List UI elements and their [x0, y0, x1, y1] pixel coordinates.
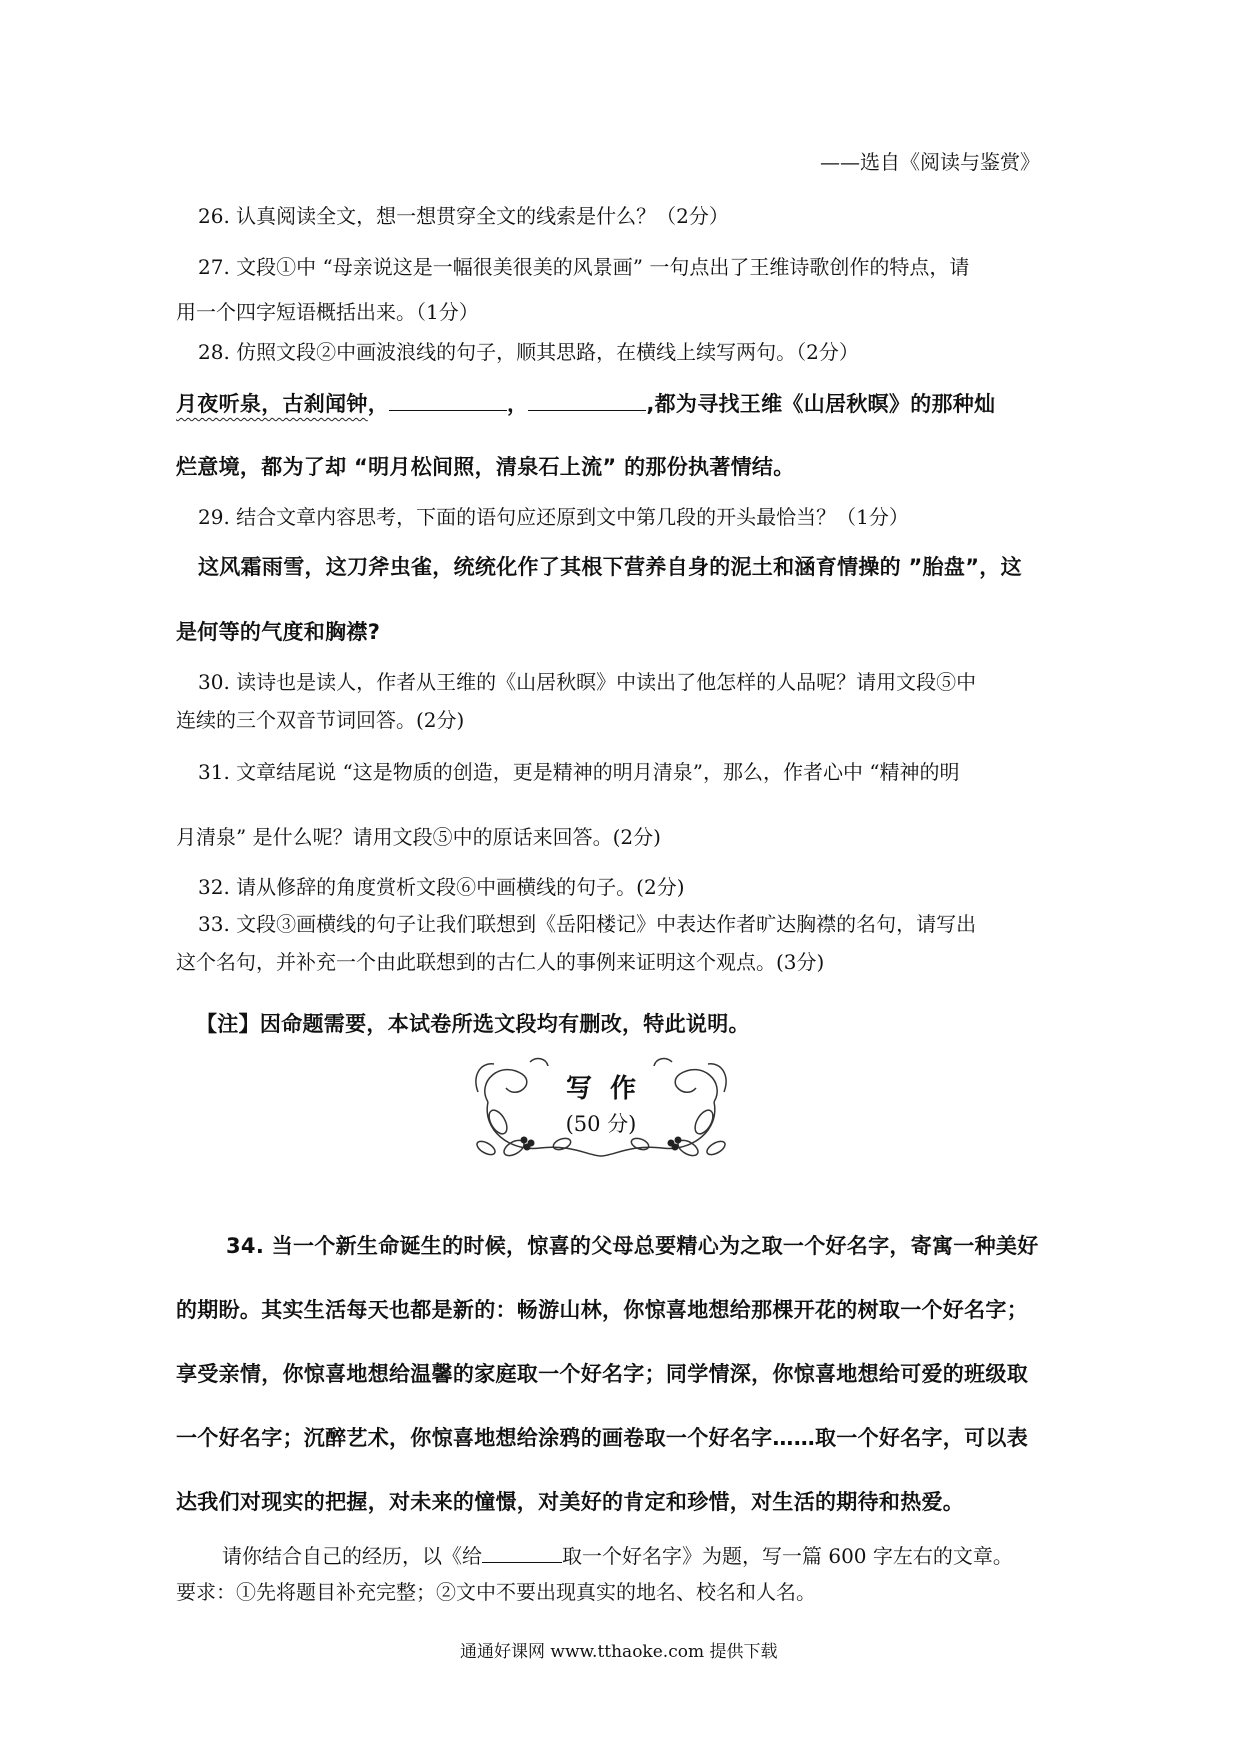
question-26: 26. 认真阅读全文，想一想贯穿全文的线索是什么？（2分）: [198, 204, 729, 228]
comma: ，: [367, 392, 390, 416]
question-32: 32. 请从修辞的角度赏析文段⑥中画横线的句子。(2分): [198, 875, 685, 899]
question-33-line-2: 这个名句，并补充一个由此联想到的古仁人的事例来证明这个观点。(3分): [176, 950, 825, 974]
writing-prompt-line-4: 一个好名字；沉醉艺术，你惊喜地想给涂鸦的画卷取一个好名字……取一个好名字，可以表: [176, 1426, 1028, 1450]
requirement-text-a: 请你结合自己的经历，以《给: [222, 1544, 482, 1568]
question-30-line-2: 连续的三个双音节词回答。(2分): [176, 708, 465, 732]
question-28: 28. 仿照文段②中画波浪线的句子，顺其思路，在横线上续写两句。（2分）: [198, 340, 859, 364]
source-attribution: ——选自《阅读与鉴赏》: [820, 150, 1040, 174]
writing-prompt-line-2: 的期盼。其实生活每天也都是新的：畅游山林，你惊喜地想给那棵开花的树取一个好名字；: [176, 1298, 1028, 1322]
title-blank[interactable]: [482, 1542, 562, 1563]
note: 【注】因命题需要，本试卷所选文段均有删改，特此说明。: [196, 1012, 750, 1036]
question-29-quote-line-2: 是何等的气度和胸襟?: [176, 620, 381, 644]
wavy-underlined-phrase: 月夜听泉，古刹闻钟: [176, 392, 368, 416]
question-29: 29. 结合文章内容思考，下面的语句应还原到文中第几段的开头最恰当？（1分）: [198, 505, 909, 529]
writing-prompt-line-1: 34. 当一个新生命诞生的时候，惊喜的父母总要精心为之取一个好名字，寄寓一种美好: [226, 1234, 1039, 1258]
question-33-line-1: 33. 文段③画横线的句子让我们联想到《岳阳楼记》中表达作者旷达胸襟的名句，请写出: [198, 912, 977, 936]
requirement-text-b: 取一个好名字》为题，写一篇 600 字左右的文章。: [562, 1544, 1013, 1568]
writing-section-header: [470, 1052, 732, 1170]
writing-requirement-line-2: 要求：①先将题目补充完整；②文中不要出现真实的地名、校名和人名。: [176, 1580, 816, 1604]
question-30-line-1: 30. 读诗也是读人，作者从王维的《山居秋暝》中读出了他怎样的人品呢？请用文段⑤中: [198, 670, 977, 694]
writing-section-title: 写 作: [565, 1074, 637, 1104]
question-27-line-2: 用一个四字短语概括出来。（1分）: [176, 300, 479, 324]
question-31-line-2: 月清泉” 是什么呢？请用文段⑤中的原话来回答。(2分): [176, 825, 661, 849]
writing-prompt-line-3: 享受亲情，你惊喜地想给温馨的家庭取一个好名字；同学情深，你惊喜地想给可爱的班级取: [176, 1362, 1028, 1386]
writing-prompt-line-5: 达我们对现实的把握，对未来的憧憬，对美好的肯定和珍惜，对生活的期待和热爱。: [176, 1490, 965, 1514]
question-28-sentence-line-1: [176, 390, 995, 416]
fill-blank-2[interactable]: [528, 390, 646, 411]
question-29-quote-line-1: 这风霜雨雪，这刀斧虫雀，统统化作了其根下营养自身的泥土和涵育情操的 ”胎盘”，这: [198, 555, 1022, 579]
footer: 通通好课网 www.tthaoke.com 提供下载: [460, 1642, 778, 1662]
comma: ，: [507, 392, 529, 416]
fill-blank-1[interactable]: [389, 390, 507, 411]
question-28-sentence-line-2: 烂意境，都为了却 “明月松间照，清泉石上流” 的那份执著情结。: [176, 455, 795, 479]
writing-section-score: (50 分): [565, 1112, 637, 1136]
writing-requirement-line-1: [222, 1542, 1013, 1568]
question-31-line-1: 31. 文章结尾说 “这是物质的创造，更是精神的明月清泉”，那么，作者心中 “精神的明: [198, 760, 960, 784]
sentence-tail: ,都为寻找王维《山居秋暝》的那种灿: [646, 392, 996, 416]
question-27-line-1: 27. 文段①中 “母亲说这是一幅很美很美的风景画” 一句点出了王维诗歌创作的特点，请: [198, 255, 970, 279]
